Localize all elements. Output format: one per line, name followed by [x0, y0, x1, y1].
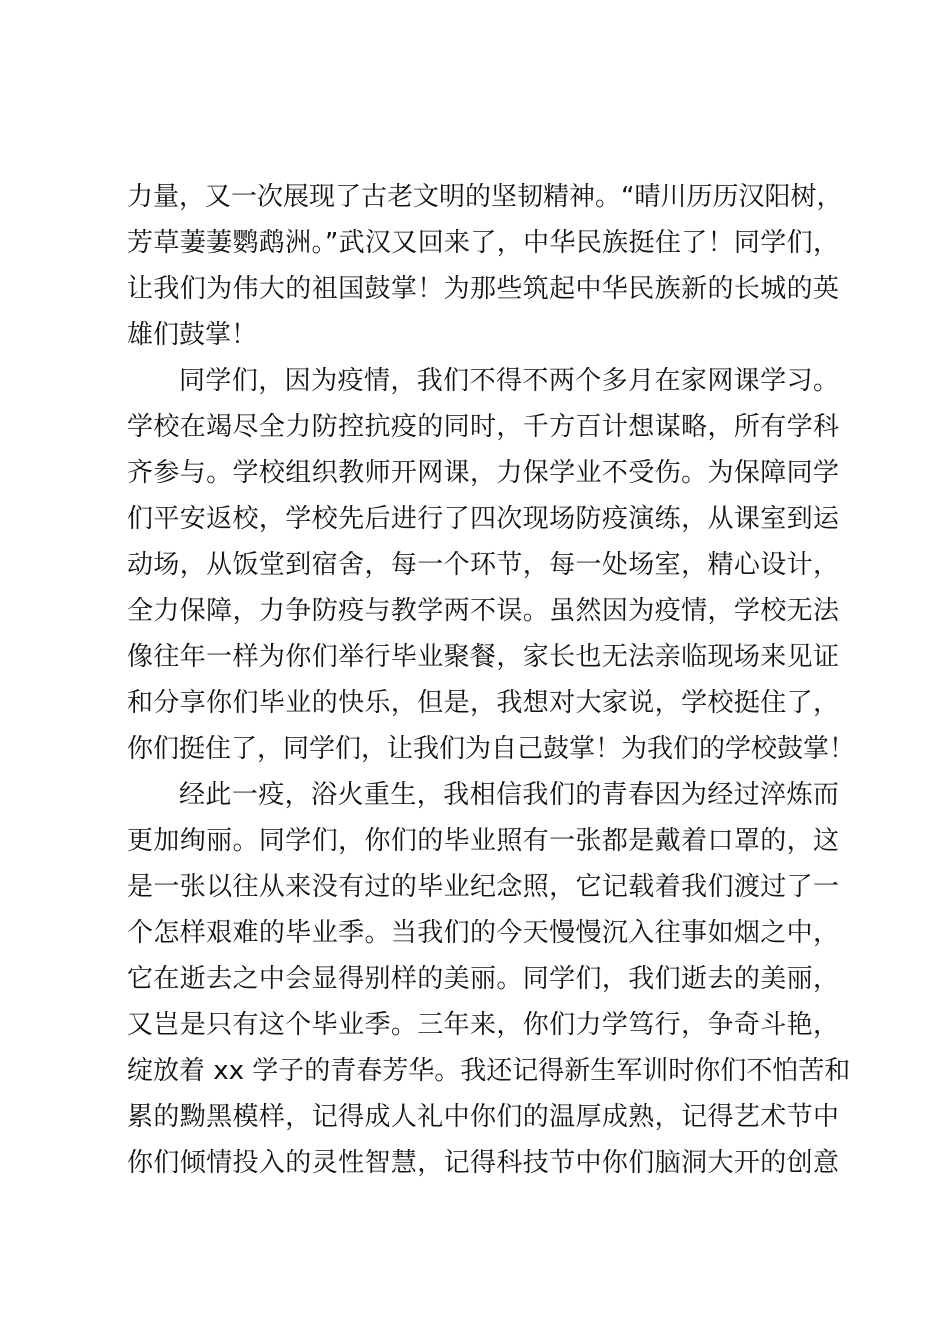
text-line: 又岂是只有这个毕业季。三年来，你们力学笃行，争奇斗艳， — [127, 1010, 839, 1040]
text-line: 芳草萋萋鹦鹉洲。”武汉又回来了，中华民族挺住了！同学们， — [127, 228, 839, 258]
text-line: 像往年一样为你们举行毕业聚餐，家长也无法亲临现场来见证 — [127, 642, 839, 672]
text-line: 力量，又一次展现了古老文明的坚韧精神。“晴川历历汉阳树， — [127, 182, 843, 212]
text-line: 全力保障，力争防疫与教学两不误。虽然因为疫情，学校无法 — [127, 596, 839, 626]
text-line: 雄们鼓掌！ — [127, 320, 258, 350]
text-line: 绽放着 xx 学子的青春芳华。我还记得新生军训时你们不怕苦和 — [127, 1056, 851, 1086]
paragraph-first-line: 经此一疫，浴火重生，我相信我们的青春因为经过淬炼而 — [179, 780, 839, 810]
text-line: 个怎样艰难的毕业季。当我们的今天慢慢沉入往事如烟之中， — [127, 918, 839, 948]
text-line: 你们挺住了，同学们，让我们为自己鼓掌！为我们的学校鼓掌！ — [127, 734, 856, 764]
text-line: 累的黝黑模样，记得成人礼中你们的温厚成熟，记得艺术节中 — [127, 1102, 839, 1132]
text-line: 更加绚丽。同学们，你们的毕业照有一张都是戴着口罩的，这 — [127, 826, 839, 856]
text-line: 齐参与。学校组织教师开网课，力保学业不受伤。为保障同学 — [127, 458, 839, 488]
text-line: 是一张以往从来没有过的毕业纪念照，它记载着我们渡过了一 — [127, 872, 839, 902]
text-line: 让我们为伟大的祖国鼓掌！为那些筑起中华民族新的长城的英 — [127, 274, 839, 304]
text-line: 你们倾情投入的灵性智慧，记得科技节中你们脑洞大开的创意 — [127, 1148, 839, 1178]
text-line: 它在逝去之中会显得别样的美丽。同学们，我们逝去的美丽， — [127, 964, 839, 994]
text-line: 动场，从饭堂到宿舍，每一个环节，每一处场室，精心设计， — [127, 550, 839, 580]
paragraph-first-line: 同学们，因为疫情，我们不得不两个多月在家网课学习。 — [179, 366, 839, 396]
text-line: 们平安返校，学校先后进行了四次现场防疫演练，从课室到运 — [127, 504, 839, 534]
text-line: 学校在竭尽全力防控抗疫的同时，千方百计想谋略，所有学科 — [127, 412, 839, 442]
text-line: 和分享你们毕业的快乐，但是，我想对大家说，学校挺住了， — [127, 688, 839, 718]
